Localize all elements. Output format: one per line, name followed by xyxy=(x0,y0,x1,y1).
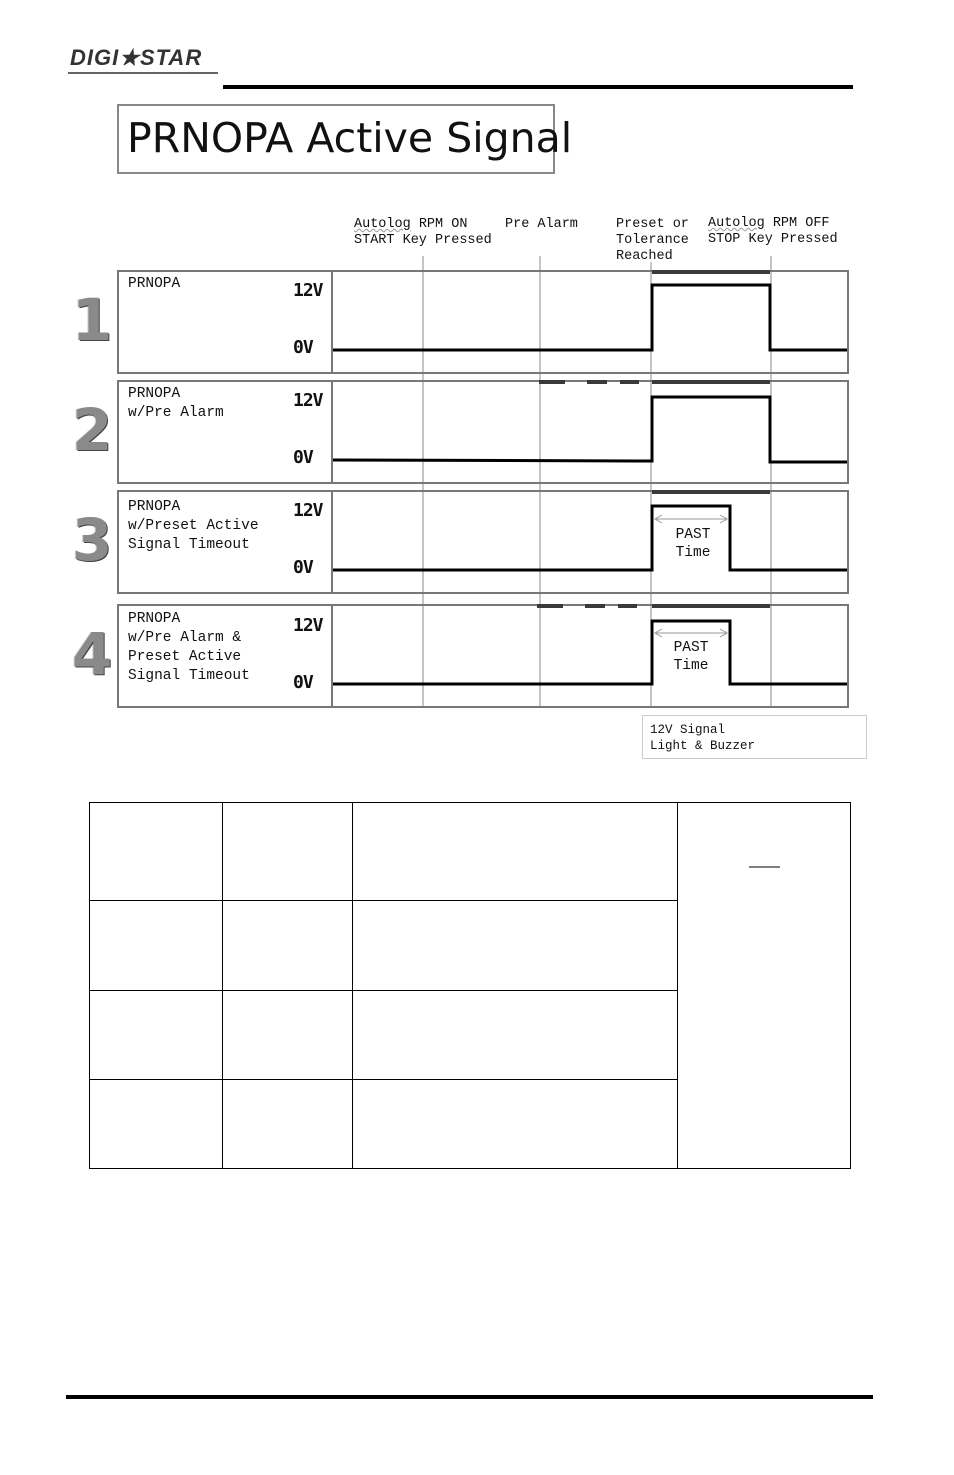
table-cell xyxy=(353,803,678,901)
panel-4-past-arrow xyxy=(655,629,727,637)
table-cell xyxy=(90,803,223,901)
footer-rule xyxy=(66,1395,873,1399)
panel-3-number: 3 xyxy=(72,506,113,574)
panel-1-12v-label: 12V xyxy=(293,280,323,301)
legend-light-buzzer-label: Light & Buzzer xyxy=(650,739,756,753)
panel-2-number: 2 xyxy=(72,396,113,464)
panel-4-signal xyxy=(333,621,847,684)
panel-4-12v-label: 12V xyxy=(293,615,323,636)
logo-text: DIGI★STAR xyxy=(70,45,203,70)
panel-2-0v-label: 0V xyxy=(293,447,313,468)
legend-12v-label: 12V Signal xyxy=(650,723,726,737)
page-title: PRNOPA Active Signal xyxy=(127,114,573,162)
event-stop-key: STOP Key Pressed xyxy=(708,232,838,247)
panel-4-past-label: PAST Time xyxy=(673,640,709,674)
table-cell xyxy=(223,803,353,901)
panel-4-number: 4 xyxy=(72,620,113,688)
panel-3-signal xyxy=(333,506,847,570)
panel-1-number: 1 xyxy=(72,286,113,354)
table-cell xyxy=(90,991,223,1080)
panel-3-12v-label: 12V xyxy=(293,500,323,521)
panel-3-label: PRNOPA w/Preset Active Signal Timeout xyxy=(128,499,259,553)
panel-3-past-arrow xyxy=(655,515,727,523)
event-start-key: START Key Pressed xyxy=(354,233,492,248)
event-preset-line3: Reached xyxy=(616,249,673,264)
event-autolog-off-rest: RPM OFF xyxy=(764,216,830,231)
panel-2-12v-label: 12V xyxy=(293,390,323,411)
panel-3-past-label: PAST Time xyxy=(675,527,711,561)
event-preset-line1: Preset or xyxy=(616,217,689,232)
table-cell xyxy=(353,991,678,1080)
table-cell xyxy=(223,901,353,991)
table-cell-merged xyxy=(678,803,851,1169)
event-autolog-on-rest: RPM ON xyxy=(410,217,468,232)
panel-2-signal xyxy=(333,397,847,462)
table-cell xyxy=(90,901,223,991)
legend xyxy=(642,715,867,759)
panel-1-0v-label: 0V xyxy=(293,337,313,358)
table-cell xyxy=(90,1080,223,1169)
table-cell xyxy=(353,901,678,991)
panel-4-0v-label: 0V xyxy=(293,672,313,693)
table-cell xyxy=(353,1080,678,1169)
event-pre-alarm: Pre Alarm xyxy=(505,217,578,232)
settings-table xyxy=(89,802,851,1169)
panel-4-label: PRNOPA w/Pre Alarm & Preset Active Signal Timeout xyxy=(128,611,250,684)
panel-1-label: PRNOPA xyxy=(128,276,181,292)
table-cell xyxy=(223,1080,353,1169)
table-cell xyxy=(223,991,353,1080)
event-preset-line2: Tolerance xyxy=(616,233,689,248)
panel-3-0v-label: 0V xyxy=(293,557,313,578)
panel-2-label: PRNOPA w/Pre Alarm xyxy=(128,386,224,421)
event-autolog-on-keyword: Autolog xyxy=(354,217,411,232)
table-row xyxy=(90,803,851,901)
event-autolog-off-keyword: Autolog xyxy=(708,216,765,231)
panel-1-signal xyxy=(333,285,847,350)
